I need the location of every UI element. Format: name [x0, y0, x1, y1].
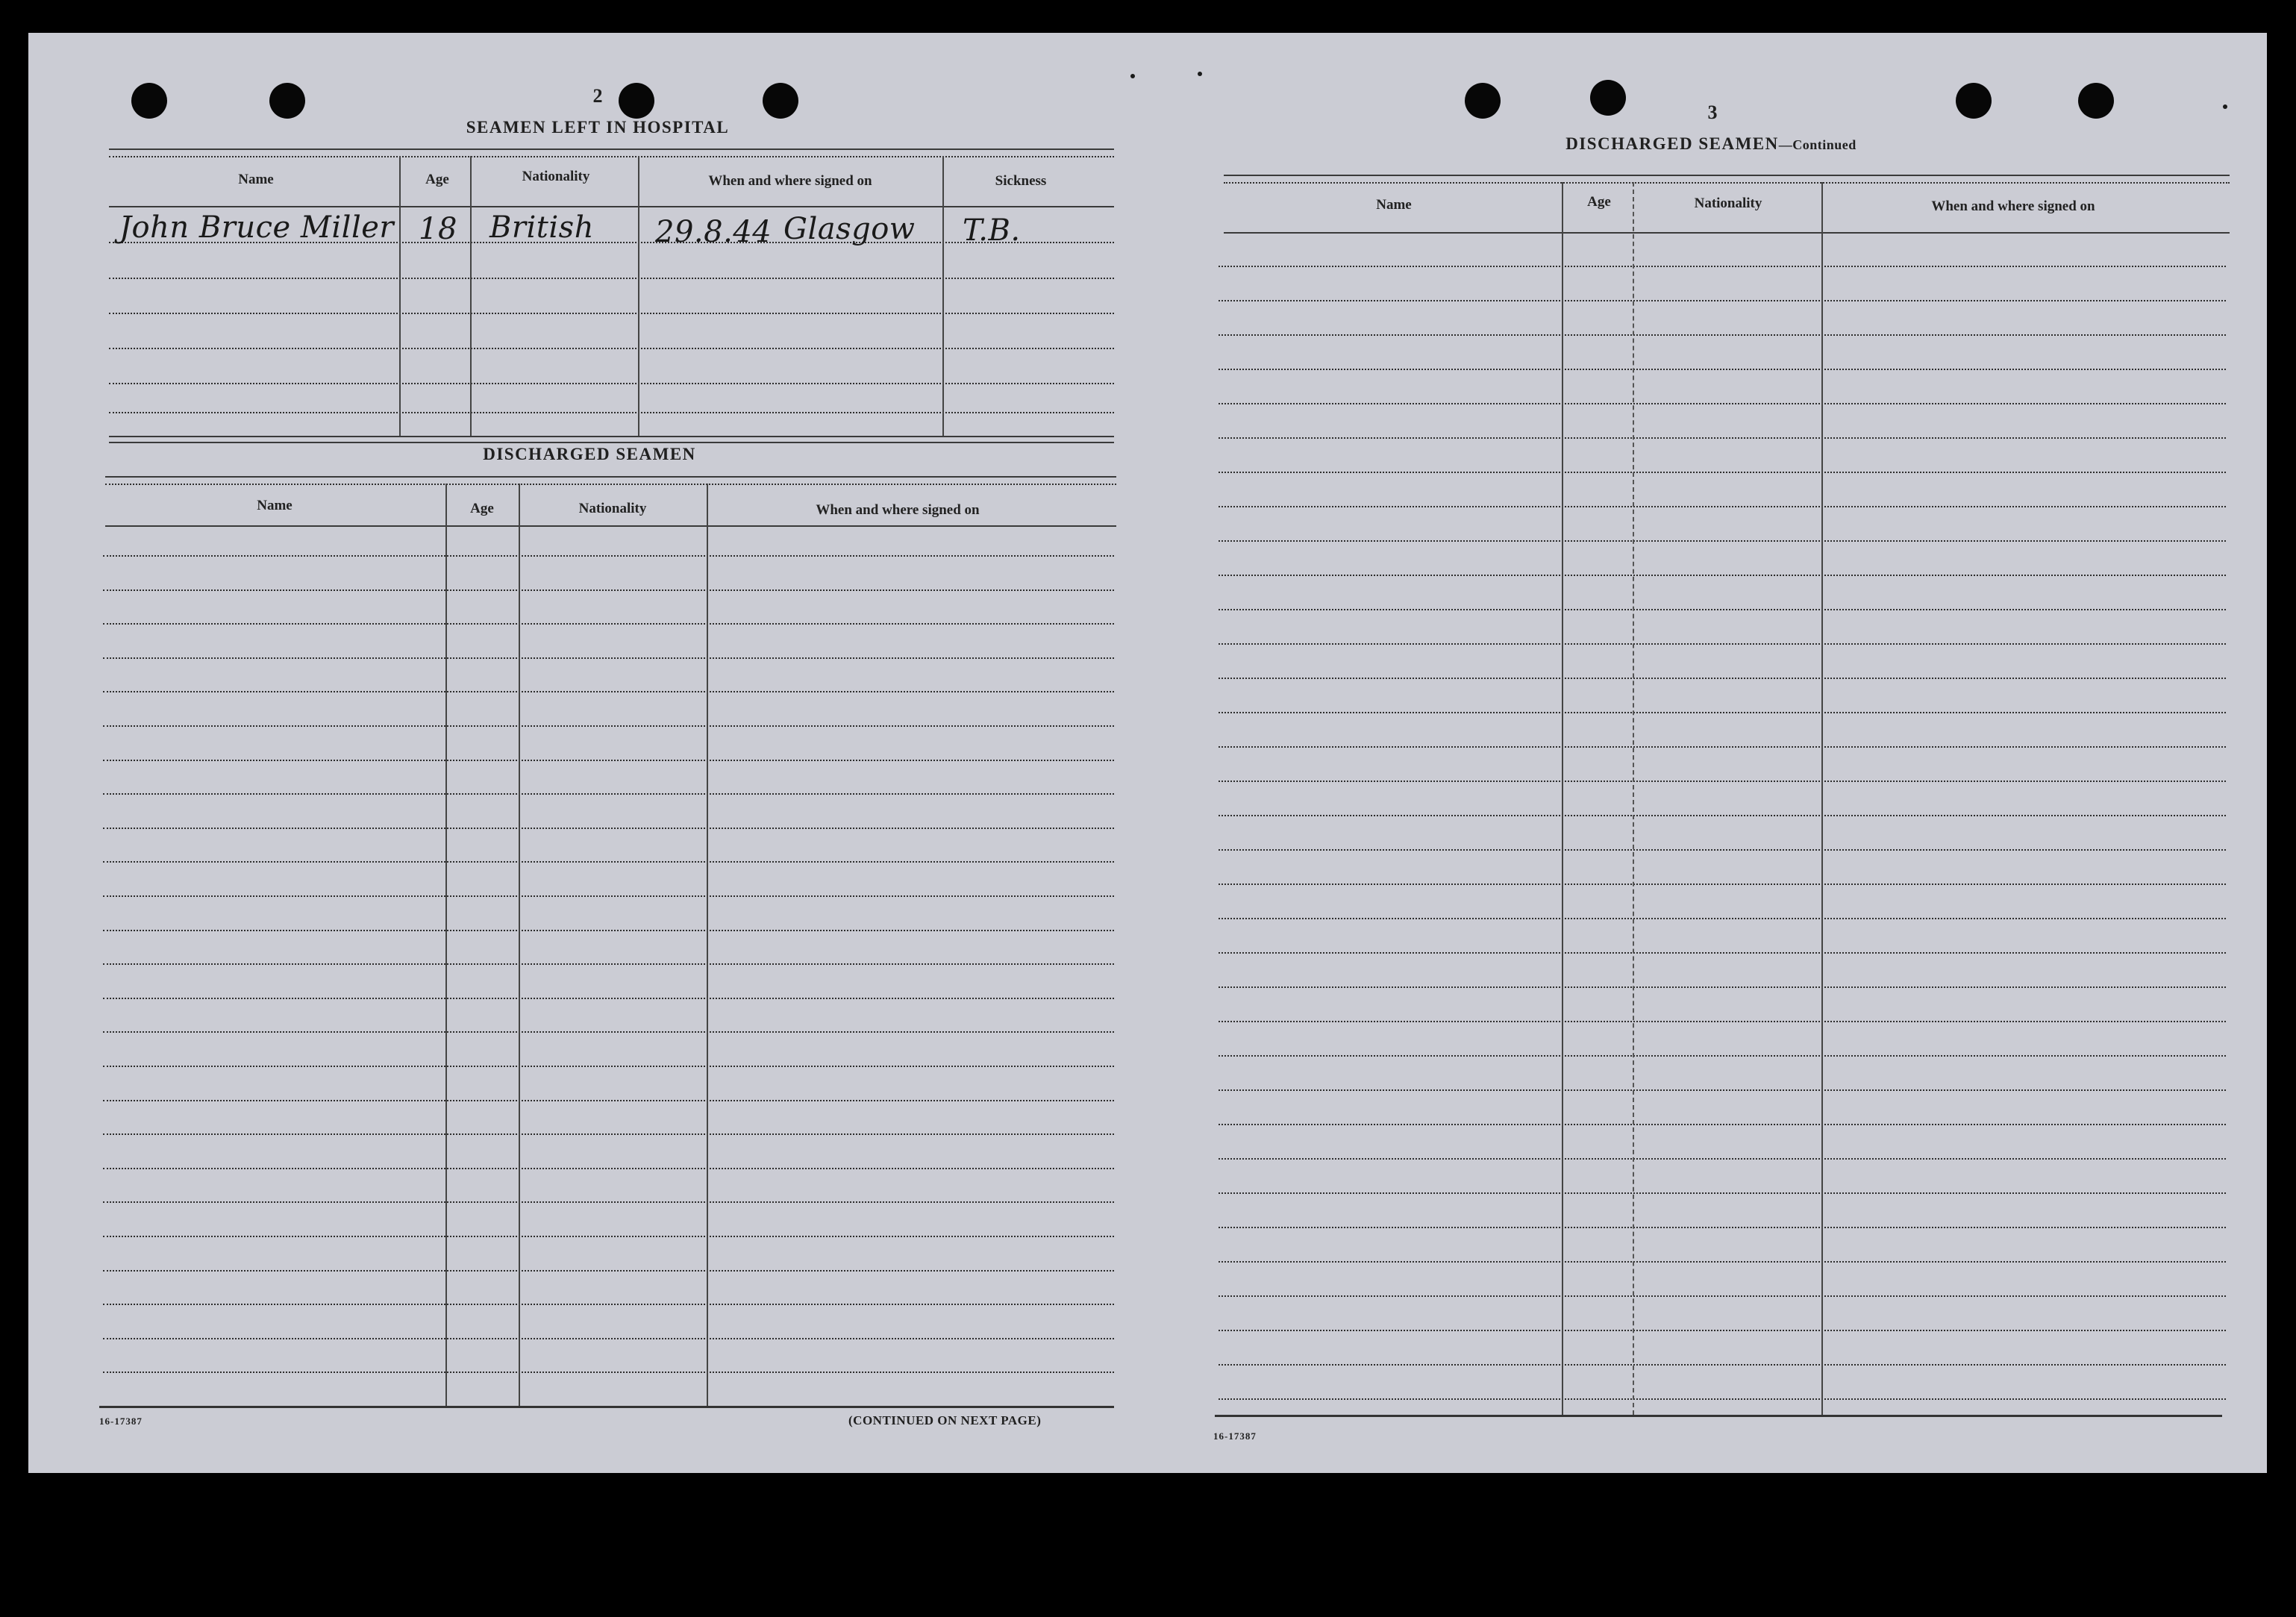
discharged-section-title: DISCHARGED SEAMEN [483, 445, 696, 463]
row-rule [1219, 1227, 2226, 1228]
row-rule [1219, 746, 2226, 748]
column-divider [1562, 182, 1563, 1415]
discharged-continued-title [1565, 134, 1856, 154]
row-rule [1219, 609, 2226, 610]
punch-hole [619, 83, 654, 119]
row-rule [1219, 266, 2226, 267]
entry-nationality: British [489, 210, 594, 245]
punch-hole [2078, 83, 2114, 119]
row-rule [103, 1168, 1114, 1169]
rule [109, 206, 1114, 207]
column-divider [942, 156, 944, 436]
column-header-age: Age [470, 501, 494, 516]
row-rule [1219, 1261, 2226, 1263]
entry-sickness: T.B. [963, 213, 1021, 248]
row-rule [103, 861, 1114, 863]
column-divider [399, 156, 401, 436]
column-header-age: Age [1587, 194, 1611, 210]
row-rule [103, 1304, 1114, 1305]
row-rule [1219, 849, 2226, 851]
row-rule [103, 793, 1114, 795]
column-divider [638, 156, 639, 436]
column-divider [707, 484, 708, 1406]
column-header-name: Name [238, 172, 274, 187]
column-header-signed-on: When and where signed on [708, 173, 872, 189]
row-rule [103, 828, 1114, 829]
row-rule [1219, 334, 2226, 336]
entry-name: John Bruce Miller [119, 210, 395, 245]
column-header-nationality: Nationality [1694, 196, 1762, 211]
rule [1224, 232, 2230, 234]
column-header-age: Age [425, 172, 449, 187]
row-rule [103, 930, 1114, 931]
row-rule [103, 1201, 1114, 1203]
row-rule [1219, 1158, 2226, 1160]
column-divider [519, 484, 520, 1406]
column-divider [1821, 182, 1823, 1415]
rule [105, 525, 1116, 527]
row-rule [103, 1372, 1114, 1373]
row-rule [103, 1133, 1114, 1135]
row-rule [103, 963, 1114, 965]
column-header-name: Name [1376, 197, 1412, 213]
row-rule [1219, 437, 2226, 439]
rule [109, 156, 1114, 157]
title-suffix: —Continued [1778, 137, 1856, 152]
rule [109, 412, 1114, 413]
rule [109, 348, 1114, 349]
rule [109, 442, 1114, 443]
speck [2223, 104, 2227, 109]
column-divider [445, 484, 447, 1406]
row-rule [1219, 1124, 2226, 1125]
page-number: 3 [1707, 101, 1718, 123]
row-rule [1219, 506, 2226, 507]
row-rule [1219, 643, 2226, 645]
entry-signed-on-date: 29.8.44 [655, 215, 772, 249]
row-rule [103, 998, 1114, 999]
row-rule [103, 1236, 1114, 1237]
row-rule [1219, 1295, 2226, 1297]
row-rule [103, 691, 1114, 692]
entry-signed-on-place: Glasgow [783, 212, 916, 246]
row-rule [1219, 1330, 2226, 1331]
row-rule [103, 623, 1114, 625]
row-rule [103, 895, 1114, 897]
form-code: 16-17387 [99, 1416, 143, 1427]
row-rule [1219, 1089, 2226, 1091]
row-rule [1219, 1398, 2226, 1400]
row-rule [103, 1100, 1114, 1101]
column-header-sickness: Sickness [995, 173, 1047, 189]
column-divider [1633, 182, 1634, 1415]
hospital-section-title: SEAMEN LEFT IN HOSPITAL [466, 118, 730, 137]
row-rule [1219, 781, 2226, 782]
rule [109, 148, 1114, 150]
column-header-nationality: Nationality [522, 169, 590, 184]
column-header-signed-on: When and where signed on [816, 502, 980, 518]
row-rule [1219, 986, 2226, 988]
row-rule [1219, 540, 2226, 542]
punch-hole [1465, 83, 1501, 119]
row-rule [1219, 883, 2226, 885]
punch-hole [1590, 80, 1626, 116]
column-divider [470, 156, 472, 436]
row-rule [103, 725, 1114, 727]
row-rule [1219, 1364, 2226, 1366]
rule [109, 313, 1114, 314]
page-number: 2 [592, 85, 603, 107]
row-rule [1219, 815, 2226, 816]
punch-hole [131, 83, 167, 119]
punch-hole [269, 83, 305, 119]
row-rule [1219, 952, 2226, 954]
row-rule [103, 555, 1114, 557]
row-rule [103, 1031, 1114, 1033]
speck [1198, 72, 1202, 76]
row-rule [1219, 300, 2226, 301]
row-rule [1219, 369, 2226, 370]
row-rule [1219, 472, 2226, 473]
punch-hole [763, 83, 798, 119]
column-header-signed-on: When and where signed on [1931, 198, 2095, 214]
row-rule [1219, 1192, 2226, 1194]
row-rule [1219, 918, 2226, 919]
row-rule [103, 657, 1114, 659]
row-rule [103, 760, 1114, 761]
title-main: DISCHARGED SEAMEN [1565, 134, 1779, 153]
continued-note: (CONTINUED ON NEXT PAGE) [848, 1413, 1042, 1427]
row-rule [103, 589, 1114, 591]
row-rule [1219, 678, 2226, 679]
row-rule [1219, 575, 2226, 576]
rule [109, 278, 1114, 279]
row-rule [103, 1338, 1114, 1339]
row-rule [103, 1270, 1114, 1272]
punch-hole [1956, 83, 1992, 119]
rule [1224, 182, 2230, 184]
form-code: 16-17387 [1213, 1430, 1257, 1442]
rule [1224, 175, 2230, 176]
rule [105, 484, 1116, 485]
row-rule [1219, 712, 2226, 713]
rule [109, 436, 1114, 437]
row-rule [1219, 1055, 2226, 1057]
column-header-name: Name [257, 498, 293, 513]
form-sheet [28, 33, 2267, 1473]
speck [1130, 74, 1135, 78]
row-rule [103, 1066, 1114, 1067]
rule [99, 1406, 1114, 1408]
rule [109, 383, 1114, 384]
row-rule [1219, 403, 2226, 404]
rule [105, 476, 1116, 478]
entry-age: 18 [419, 212, 457, 246]
rule [1215, 1415, 2222, 1417]
column-header-nationality: Nationality [578, 501, 647, 516]
row-rule [1219, 1021, 2226, 1022]
